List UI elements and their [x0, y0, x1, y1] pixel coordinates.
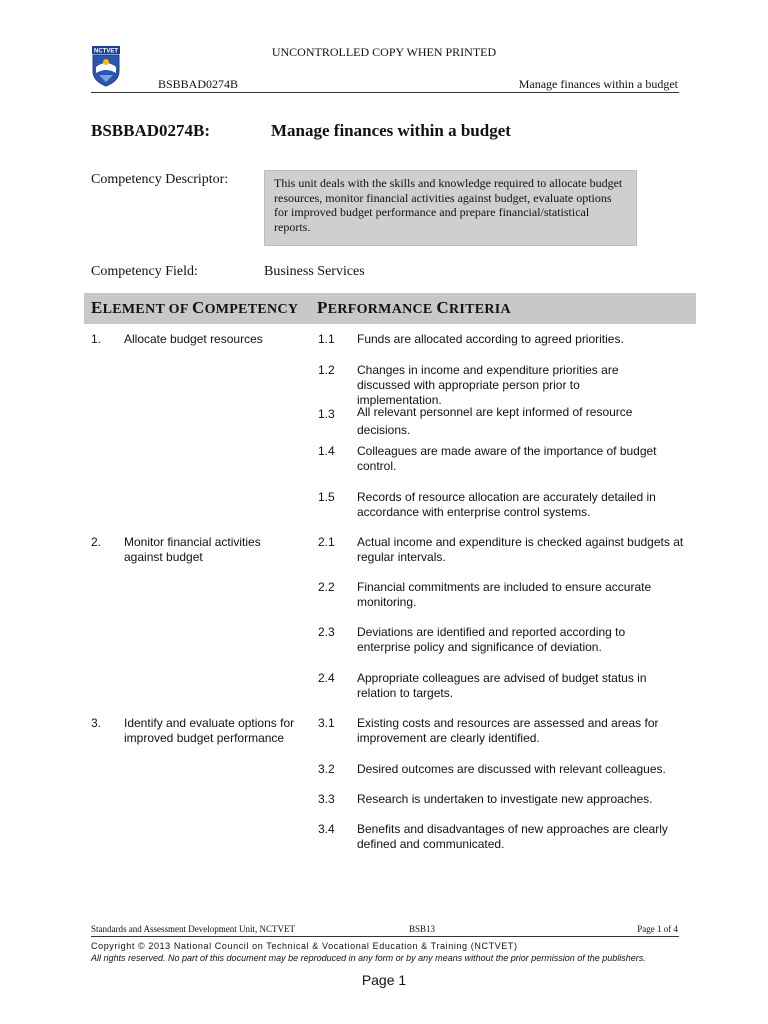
criterion-text: Benefits and disadvantages of new approaches are clearly defined and communicated.: [357, 822, 668, 851]
element-number: 3.: [91, 716, 102, 730]
criterion-text: Deviations are identified and reported according to enterprise policy and significance of deviation.: [357, 625, 626, 654]
logo-text: NCTVET: [94, 48, 118, 55]
footer-rights-notice: All rights reserved. No part of this document may be reproduced in any form or by any means without the prior permission of the publishers.: [91, 953, 646, 963]
criterion-text: Desired outcomes are discussed with relevant colleagues.: [357, 762, 666, 776]
criterion-text: Financial commitments are included to ensure accurate monitoring.: [357, 580, 652, 609]
column-header-element: ELEMENT OF COMPETENCY: [91, 298, 299, 317]
criterion-number: 1.3: [318, 407, 335, 421]
criterion-number: 2.3: [318, 625, 335, 639]
criterion-number: 1.2: [318, 363, 335, 377]
competency-descriptor-box: [264, 170, 637, 246]
footer-copyright: Copyright © 2013 National Council on Technical & Vocational Education & Training (NCTVET): [91, 941, 518, 951]
unit-title-heading: Manage finances within a budget: [271, 121, 511, 140]
element-number: 1.: [91, 332, 102, 346]
criterion-text: Records of resource allocation are accurately detailed in accordance with enterprise control systems.: [357, 490, 656, 519]
criterion-number: 1.5: [318, 490, 335, 504]
criterion-text: Changes in income and expenditure priorities are discussed with appropriate person prior to implementation.: [357, 363, 619, 407]
criterion-number: 3.2: [318, 762, 335, 776]
criterion-number: 3.4: [318, 822, 335, 836]
uncontrolled-copy-notice: UNCONTROLLED COPY WHEN PRINTED: [271, 45, 497, 59]
competency-field-value: Business Services: [264, 264, 365, 279]
page-number: Page 1: [361, 972, 407, 988]
criterion-text: All relevant personnel are kept informed of resource decisions.: [357, 405, 633, 437]
criterion-text: Research is undertaken to investigate new approaches.: [357, 792, 653, 806]
criterion-text: Actual income and expenditure is checked against budgets at regular intervals.: [357, 535, 684, 564]
header-unit-code: BSBBAD0274B: [158, 77, 239, 91]
footer-divider: [91, 936, 679, 937]
criterion-text: Colleagues are made aware of the importance of budget control.: [357, 444, 657, 473]
footer-unit-name: Standards and Assessment Development Unit, NCTVET: [91, 924, 295, 934]
criterion-number: 2.2: [318, 580, 335, 594]
criterion-number: 2.1: [318, 535, 335, 549]
element-number: 2.: [91, 535, 102, 549]
criterion-text: Appropriate colleagues are advised of budget status in relation to targets.: [357, 671, 647, 700]
unit-code-heading: BSBBAD0274B:: [91, 121, 211, 140]
element-text: Monitor financial activities against budget: [124, 535, 261, 564]
footer-page-of: Page 1 of 4: [637, 924, 678, 934]
criterion-number: 1.4: [318, 444, 335, 458]
header-unit-title: Manage finances within a budget: [518, 77, 678, 91]
criterion-number: 1.1: [318, 332, 335, 346]
criterion-number: 3.3: [318, 792, 335, 806]
competency-field-label: Competency Field:: [91, 264, 198, 279]
header-divider: [91, 92, 679, 93]
competency-descriptor-text: This unit deals with the skills and knowledge required to allocate budget resources, monitor financial activities against budget, evaluate options for improved budget performance and prepare financial/statistical reports.: [274, 176, 623, 234]
competency-descriptor-label: Competency Descriptor:: [91, 172, 229, 187]
footer-code: BSB13: [409, 924, 436, 934]
column-header-criteria: PERFORMANCE CRITERIA: [317, 298, 511, 317]
criterion-number: 3.1: [318, 716, 335, 730]
element-text: Identify and evaluate options for improved budget performance: [124, 716, 295, 745]
criterion-text: Existing costs and resources are assessed and areas for improvement are clearly identified.: [357, 716, 659, 745]
element-text: Allocate budget resources: [124, 332, 263, 346]
criterion-number: 2.4: [318, 671, 335, 685]
criterion-text: Funds are allocated according to agreed priorities.: [357, 332, 624, 346]
